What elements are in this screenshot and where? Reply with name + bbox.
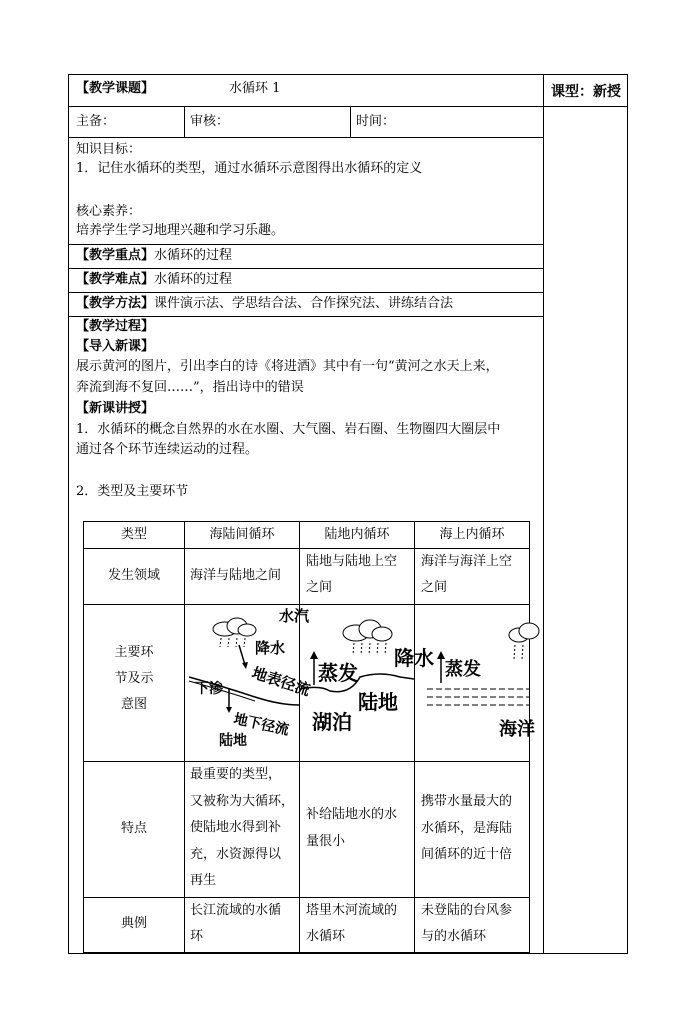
table-cell: 海洋与陆地之间 [190,568,282,583]
example-cell-2 [306,898,397,950]
types-heading: 2．类型及主要环节 [76,484,189,499]
cell-line: 使陆地水得到补 [190,820,282,835]
diagram-label: 地表径流 [249,663,313,700]
table-header: 海上内循环 [439,527,505,542]
cell-line: 最重要的类型， [190,767,282,782]
diagram-label: 陆地 [358,690,398,714]
example-cell-3 [421,898,512,950]
table-cell: 陆地与陆地上空 [306,554,398,569]
row-label: 意图 [120,697,147,712]
difficulty-value: 水循环的过程 [154,272,233,287]
table-cell: 之间 [421,580,448,595]
table-header: 陆地内循环 [324,527,390,542]
ocean-cycle-diagram [415,605,535,761]
cell-line: 间循环的近十倍 [421,847,513,862]
reviewer-field: 审核： [190,114,230,129]
concept-text: 1．水循环的概念自然界的水在水圈、大气圈、岩石圈、生物圈四大圈层中 [76,422,501,437]
core-title: 核心素养： [76,204,142,219]
cell-line: 再生 [190,873,217,888]
cell-line: 携带水量最大的 [421,794,513,809]
cell-line: 长江流域的水循 [190,903,282,918]
cloud-icon [343,620,392,655]
topic-label: 【教学课题】 [76,81,155,96]
new-lesson-title: 【新课讲授】 [76,401,155,416]
row-label: 发生领域 [107,568,160,583]
cell-line: 水循环，是海陆 [421,820,513,836]
inland-cycle-diagram [300,605,434,761]
row-label: 主要环 [114,645,154,660]
feature-cell-2 [306,802,397,855]
concept-text: 通过各个环节连续运动的过程。 [76,442,259,457]
intro-title: 【导入新课】 [76,339,155,354]
feature-cell-1 [190,762,294,895]
cloud-icon [213,618,256,647]
row-label: 典例 [120,916,147,931]
cell-line: 未登陆的台风参 [421,903,513,918]
table-header: 海陆间循环 [209,527,275,542]
sea-land-cycle-diagram [185,605,313,761]
diagram-label: 湖泊 [312,710,352,734]
key-label: 【教学重点】 [76,248,155,263]
lesson-type: 课型：新授 [551,84,621,100]
knowledge-item: 1．记住水循环的类型，通过水循环示意图得出水循环的定义 [76,161,423,176]
preparer-field: 主备： [76,114,116,129]
intro-text: 奔流到海不复回……”，指出诗中的错误 [76,380,304,395]
cell-line: 补给陆地水的水 [306,807,398,822]
cell-line: 充，水资源得以 [190,846,282,862]
feature-cell-3 [421,789,512,869]
cloud-icon [509,623,539,659]
diagram-label: 降水 [255,639,286,657]
cell-line: 量很小 [306,833,346,849]
core-item: 培养学生学习地理兴趣和学习乐趣。 [76,223,285,238]
time-field: 时间： [356,114,396,129]
row-label: 特点 [120,821,147,836]
cell-line: 水循环 [306,929,346,944]
method-value: 课件演示法、学思结合法、合作探究法、讲练结合法 [154,296,454,311]
diagram-label: 下渗 [195,681,223,697]
diagram-label: 蒸发 [318,661,358,685]
diagram-label: 地下径流 [232,711,291,739]
knowledge-title: 知识目标： [76,142,142,157]
process-title: 【教学过程】 [76,319,155,334]
cell-line: 又被称为大循环， [190,793,295,809]
cell-line: 环 [190,929,204,944]
example-cell-1 [190,898,281,950]
diagram-label: 降水 [394,646,434,670]
key-value: 水循环的过程 [154,248,233,263]
cell-line: 塔里木河流域的 [306,903,398,918]
diagram-label: 蒸发 [445,659,481,680]
diagram-label: 水汽 [279,607,310,625]
diagram-label: 陆地 [219,733,247,749]
diagram-label: 海洋 [499,719,535,740]
difficulty-label: 【教学难点】 [76,272,155,287]
method-label: 【教学方法】 [76,296,155,311]
table-cell: 海洋与海洋上空 [421,554,513,569]
table-header: 类型 [120,527,147,542]
row-label: 节及示 [114,671,154,686]
cell-line: 与的水循环 [421,929,487,944]
intro-text: 展示黄河的图片，引出李白的诗《将进酒》其中有一句“黄河之水天上来， [76,359,499,374]
topic-value: 水循环 1 [229,81,281,96]
table-cell: 之间 [306,580,333,595]
